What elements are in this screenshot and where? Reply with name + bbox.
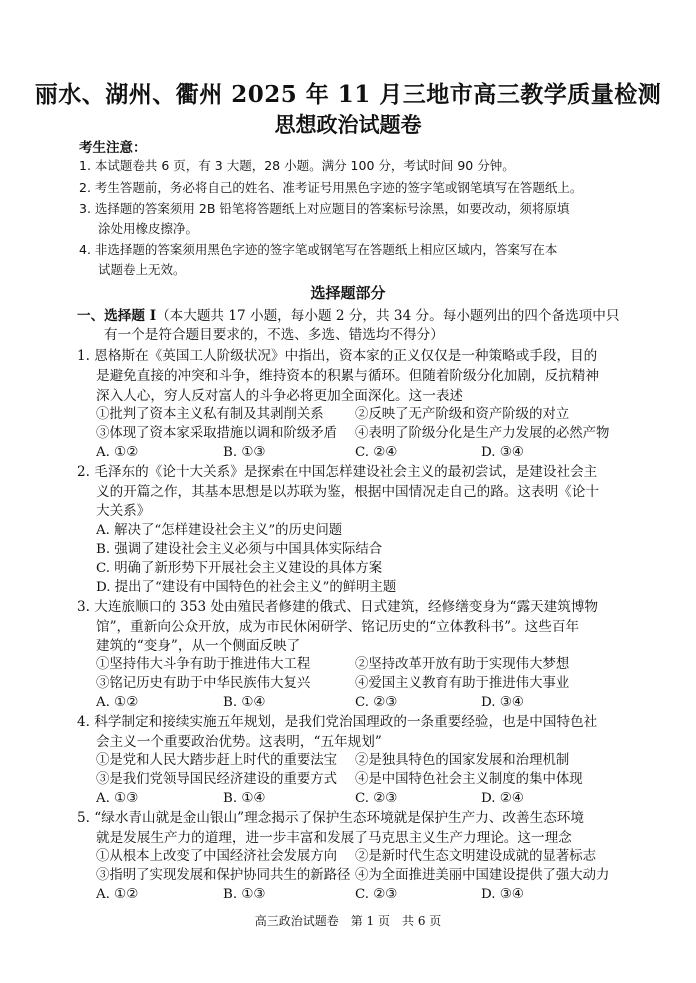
q4-statement-3: ③是我们党领导国民经济建设的重要方式 xyxy=(96,772,338,787)
part-desc: （本大题共 17 小题，每小题 2 分，共 34 分。每小题列出的四个备选项中只 xyxy=(156,308,620,324)
q5-option-a: A. ①② xyxy=(96,887,139,902)
q3-statement-1: ①坚持伟大斗争有助于推进伟大工程 xyxy=(96,657,311,672)
q1-statement-2: ②反映了无产阶级和资产阶级的对立 xyxy=(355,407,570,422)
q3-option-d: D. ③④ xyxy=(481,695,524,710)
q3-stem-1: 3. 大连旅顺口的 353 处由殖民者修建的俄式、日式建筑，经修缮变身为“露天建筑博物 xyxy=(77,599,599,615)
q4-option-c: C. ②③ xyxy=(355,791,398,806)
q2-option-d: D. 提出了“建设有中国特色的社会主义”的鲜明主题 xyxy=(96,580,397,595)
q5-option-c: C. ②③ xyxy=(355,887,398,902)
notice-item-4: 4. 非选择题的答案须用黑色字迹的签字笔或钢笔写在答题纸上相应区域内，答案写在本 xyxy=(79,242,558,257)
q1-statement-1: ①批判了资本主义私有制及其剥削关系 xyxy=(96,407,324,422)
q1-option-d: D. ③④ xyxy=(481,445,524,460)
q4-statement-4: ④是中国特色社会主义制度的集中体现 xyxy=(355,772,583,787)
q3-statement-4: ④爱国主义教育有助于推进伟大事业 xyxy=(355,676,570,691)
q2-option-b: B. 强调了建设社会主义必须与中国具体实际结合 xyxy=(96,542,383,557)
q1-option-c: C. ②④ xyxy=(355,445,398,460)
q1-statement-3: ③体现了资本家采取措施以调和阶级矛盾 xyxy=(96,426,338,441)
part-title: 一、选择题 I xyxy=(77,308,157,324)
section-heading: 选择题部分 xyxy=(310,284,386,302)
q4-option-d: D. ②④ xyxy=(481,791,524,806)
q2-option-a: A. 解决了“怎样建设社会主义”的历史问题 xyxy=(96,523,343,538)
q3-option-b: B. ①④ xyxy=(223,695,266,710)
q1-stem-1: 1. 恩格斯在《英国工人阶级状况》中指出，资本家的正义仅仅是一种策略或手段，目的 xyxy=(77,348,598,364)
q4-option-b: B. ①④ xyxy=(223,791,266,806)
part-instructions xyxy=(77,306,619,326)
q1-option-b: B. ①③ xyxy=(223,445,266,460)
q4-stem-1: 4. 科学制定和接续实施五年规划，是我们党治国理政的一条重要经验，也是中国特色社 xyxy=(77,714,598,730)
page-footer: 高三政治试题卷 第 1 页 共 6 页 xyxy=(254,914,442,928)
q5-statement-2: ②是新时代生态文明建设成就的显著标志 xyxy=(355,849,597,864)
q5-stem-2: 就是发展生产力的道理，进一步丰富和发展了马克思主义生产力理论。这一理念 xyxy=(96,830,572,846)
q4-option-a: A. ①③ xyxy=(96,791,139,806)
notice-item-3-cont: 涂处用橡皮擦净。 xyxy=(98,221,199,236)
q2-stem-3: 大关系》 xyxy=(96,503,151,519)
q4-statement-1: ①是党和人民大踏步赶上时代的重要法宝 xyxy=(96,753,338,768)
q5-statement-4: ④为全面推进美丽中国建设提供了强大动力 xyxy=(355,868,610,883)
notice-item-4-cont: 试题卷上无效。 xyxy=(98,262,186,277)
q4-stem-2: 会主义一个重要政治优势。这表明，“五年规划” xyxy=(96,734,382,750)
exam-title: 丽水、湖州、衢州 2025 年 11 月三地市高三教学质量检测 xyxy=(34,81,662,108)
q3-stem-2: 馆”，重新向公众开放，成为市民休闲研学、铭记历史的“立体教科书”。这些百年 xyxy=(96,619,580,635)
q3-option-c: C. ②③ xyxy=(355,695,398,710)
q2-stem-1: 2. 毛泽东的《论十大关系》是探索在中国怎样建设社会主义的最初尝试，是建设社会主 xyxy=(77,464,598,480)
q1-statement-4: ④表明了阶级分化是生产力发展的必然产物 xyxy=(355,426,610,441)
q5-option-b: B. ①③ xyxy=(223,887,266,902)
q1-option-a: A. ①② xyxy=(96,445,139,460)
q5-stem-1: 5. “绿水青山就是金山银山”理念揭示了保护生态环境就是保护生产力、改善生态环境 xyxy=(77,810,584,826)
q3-stem-3: 建筑的“变身”，从一个侧面反映了 xyxy=(96,638,301,654)
q5-statement-3: ③指明了实现发展和保护协同共生的新路径 xyxy=(96,868,351,883)
q1-stem-3: 深入人心，穷人反对富人的斗争必将更加全面深化。这一表述 xyxy=(96,388,464,404)
q5-option-d: D. ③④ xyxy=(481,887,524,902)
q2-option-c: C. 明确了新形势下开展社会主义建设的具体方案 xyxy=(96,561,383,576)
notice-item-3: 3. 选择题的答案须用 2B 铅笔将答题纸上对应题目的答案标号涂黑，如要改动，须将原填 xyxy=(79,201,570,216)
q3-statement-3: ③铭记历史有助于中华民族伟大复兴 xyxy=(96,676,311,691)
q1-stem-2: 是避免直接的冲突和斗争，维持资本的积累与循环。但随着阶级分化加剧，反抗精神 xyxy=(96,368,599,384)
q4-statement-2: ②是独具特色的国家发展和治理机制 xyxy=(355,753,570,768)
notice-item-1: 1. 本试题卷共 6 页，有 3 大题，28 小题。满分 100 分，考试时间 90 分钟。 xyxy=(79,158,515,173)
exam-subtitle: 思想政治试题卷 xyxy=(274,112,422,137)
q3-option-a: A. ①② xyxy=(96,695,139,710)
notice-item-2: 2. 考生答题前，务必将自己的姓名、准考证号用黑色字迹的签字笔或钢笔填写在答题纸上。 xyxy=(79,180,583,195)
q2-stem-2: 义的开篇之作，其基本思想是以苏联为鉴，根据中国情况走自己的路。这表明《论十 xyxy=(96,484,599,500)
q3-statement-2: ②坚持改革开放有助于实现伟大梦想 xyxy=(355,657,570,672)
q5-statement-1: ①从根本上改变了中国经济社会发展方向 xyxy=(96,849,338,864)
part-desc-cont: 有一个是符合题目要求的，不选、多选、错选均不得分） xyxy=(104,327,444,343)
notice-heading: 考生注意： xyxy=(79,140,147,156)
